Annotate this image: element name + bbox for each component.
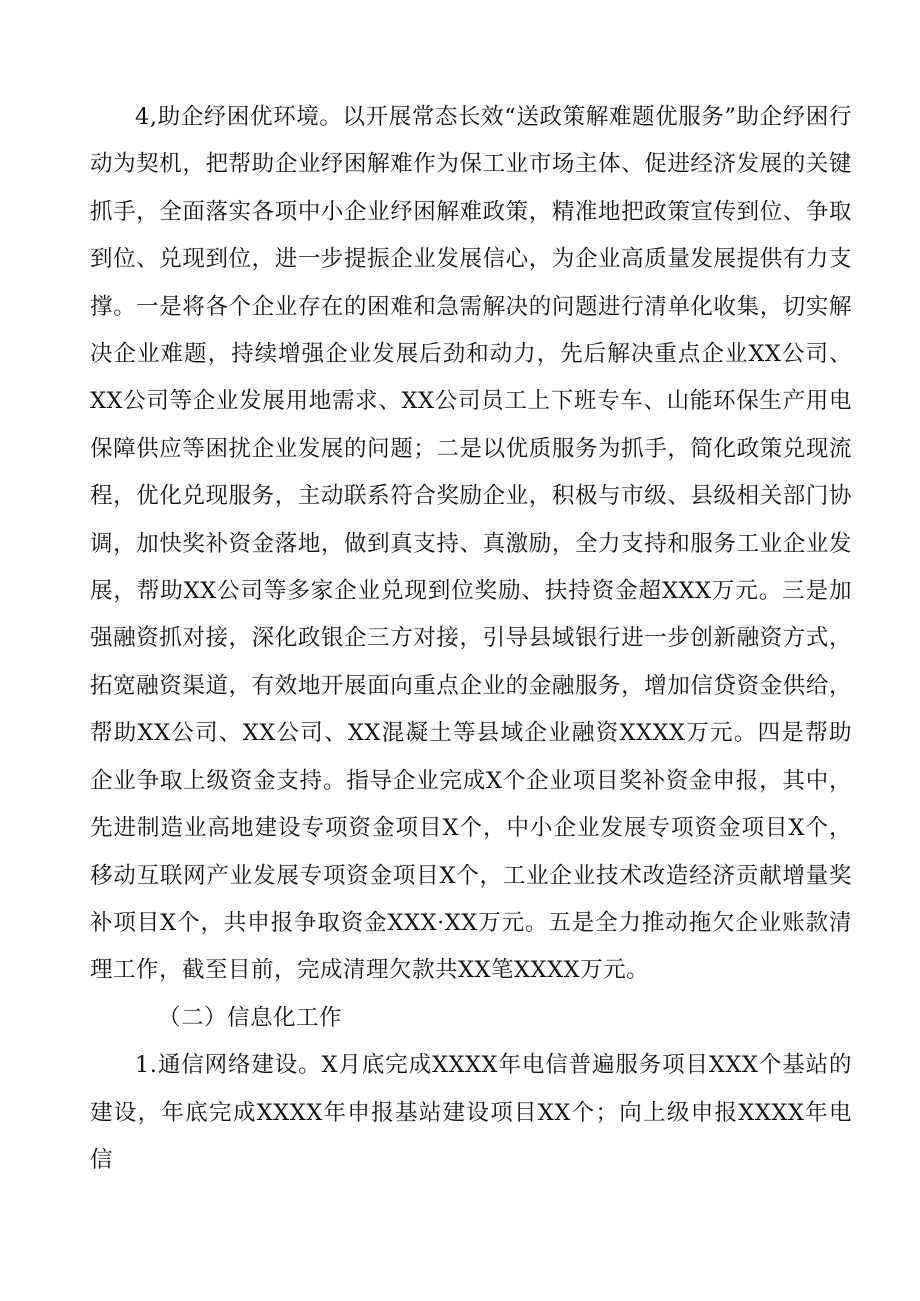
paragraph-business-support: 4,助企纾困优环境。以开展常态长效“送政策解难题优服务”助企纾困行动为契机，把帮助企业纾困解难作为保工业市场主体、促进经济发展的关键抓手，全面落实各项中小企业纾困解难政策，精准地把政策宣传到位、争取到位、兑现到位，进一步提振企业发展信心，为企业高质量发展提供有力支撑。一是将各个企业存在的困难和急需解决的问题进行清单化收集，切实解决企业难题，持续增强企业发展后劲和动力，先后解决重点企业XX公司、XX公司等企业发展用地需求、XX公司员工上下班专车、山能环保生产用电保障供应等困扰企业发展的问题；二是以优质服务为抓手，简化政策兑现流程，优化兑现服务，主动联系符合奖励企业，积极与市级、县级相关部门协调，加快奖补资金落地，做到真支持、真激励，全力支持和服务工业企业发展，帮助XX公司等多家企业兑现到位奖励、扶持资金超XXX万元。三是加强融资抓对接，深化政银企三方对接，引导县域银行进一步创新融资方式，拓宽融资渠道，有效地开展面向重点企业的金融服务，增加信贷资金供给，帮助XX公司、XX公司、XX混凝土等县域企业融资XXXX万元。四是帮助企业争取上级资金支持。指导企业完成X个企业项目奖补资金申报，其中，先进制造业高地建设专项资金项目X个，中小企业发展专项资金项目X个，移动互联网产业发展专项资金项目X个，工业企业技术改造经济贡献增量奖补项目X个，共申报争取资金XXX·XX万元。五是全力推动拖欠企业账款清理工作，截至目前，完成清理欠款共XX笔XXXX万元。 xyxy=(90,104,852,984)
paragraph-network-construction: 1.通信网络建设。X月底完成XXXX年电信普遍服务项目XXX个基站的建设，年底完成XXXX年申报基站建设项目XX个；向上级申报XXXX年电信 xyxy=(90,1052,852,1173)
section-heading-informatization: （二）信息化工作 xyxy=(158,1004,343,1031)
